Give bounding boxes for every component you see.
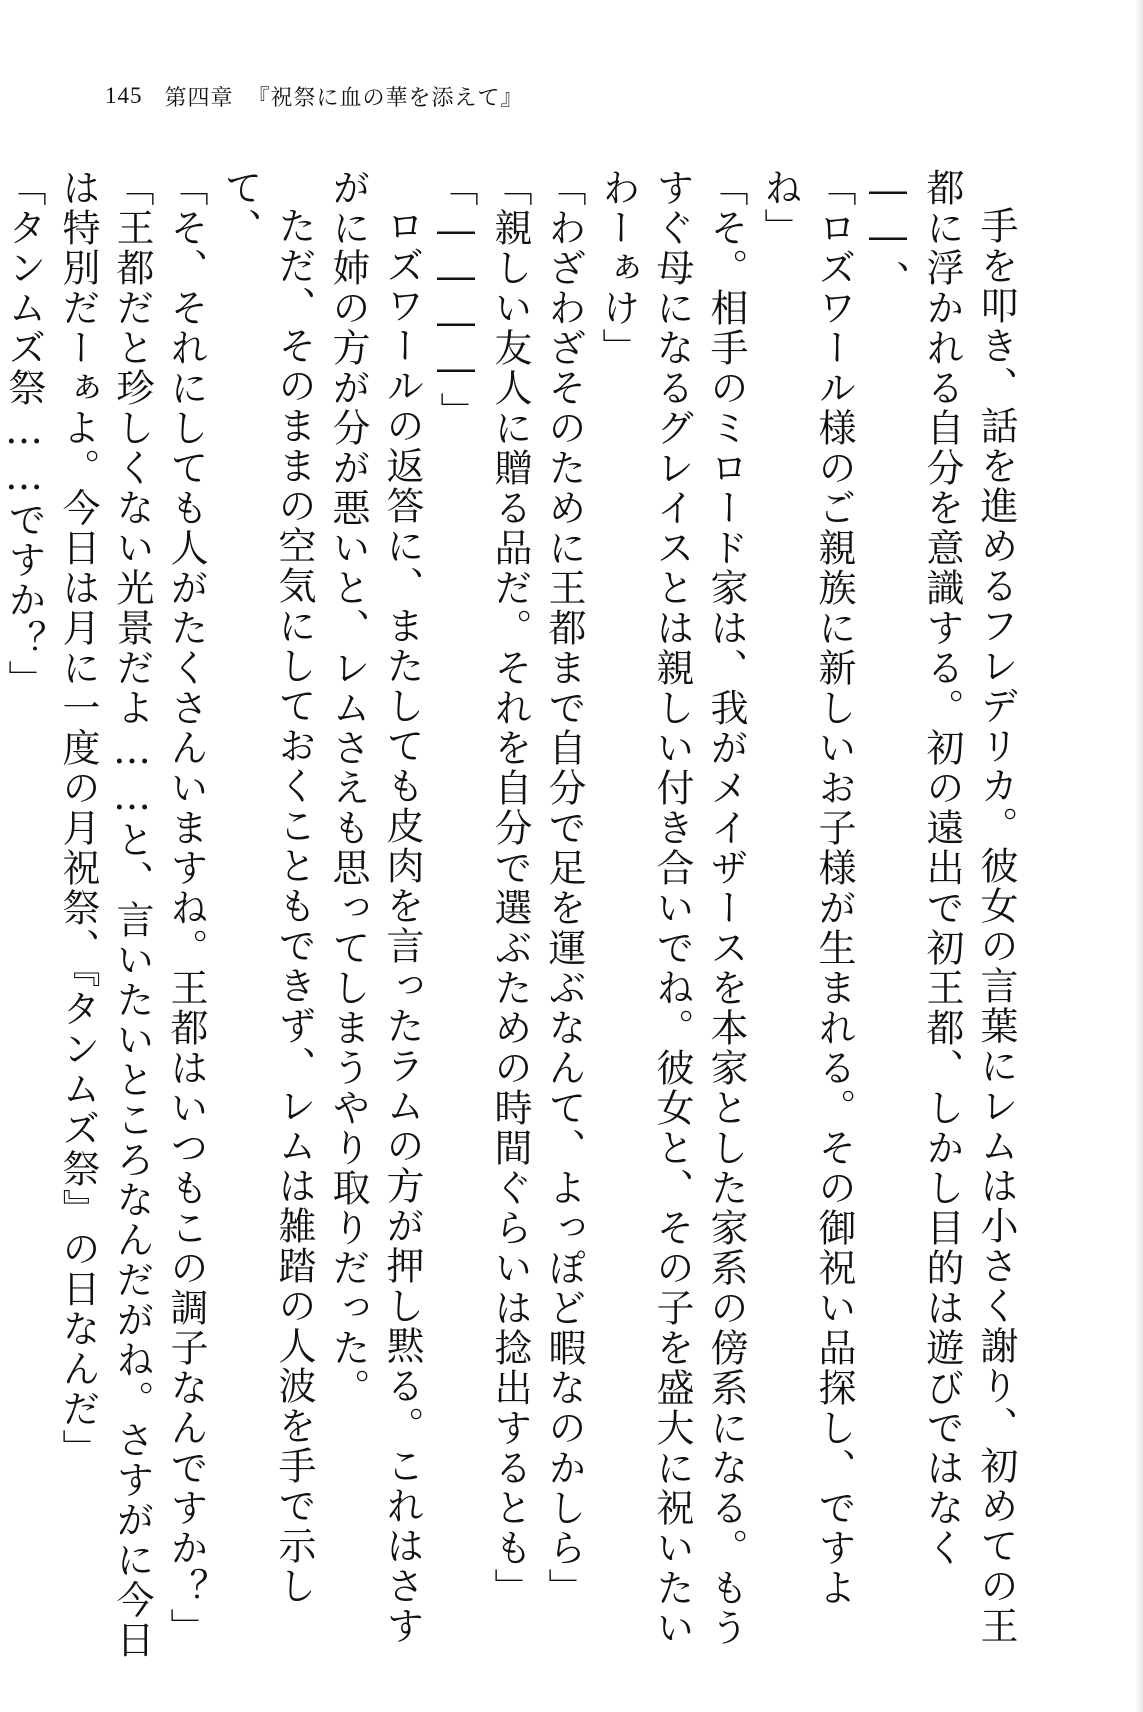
paragraph: 「タンムズ祭……ですか？」: [2, 168, 46, 700]
vertical-body-text: [2, 168, 1023, 1668]
chapter-label: 第四章: [164, 85, 234, 111]
page-edge-shadow: [1135, 0, 1143, 1712]
paragraph: 「――――」: [434, 168, 478, 432]
paragraph: 「わざわざそのために王都まで自分で足を運ぶなんて、よっぽど暇なのかしら」: [542, 168, 586, 1608]
paragraph: 手を叩き、話を進めるフレデリカ。彼女の言葉にレムは小さく謝り、初めての王都に浮かれる自分を意識する。初の遠出で初王都、しかし目的は遊びではなく――、: [866, 168, 1018, 1646]
paragraph: ロズワールの返答に、またしても皮肉を言ったラムの方が押し黙る。これはさすがに姉の方が分が悪いと、レムさえも思ってしまうやり取りだった。: [326, 168, 424, 1646]
paragraph: 「王都だと珍しくない光景だよ……と、言いたいところなんだがね。さすがに今日は特別だーぁよ。今日は月に一度の月祝祭、『タンムズ祭』の日なんだ」: [56, 168, 154, 1660]
paragraph: 「ロズワール様のご親族に新しいお子様が生まれる。その御祝い品探し、ですよね」: [758, 168, 856, 1608]
paragraph: 「そ、それにしても人がたくさんいますね。王都はいつもこの調子なんですか？」: [164, 168, 208, 1648]
paragraph: 「親しい友人に贈る品だ。それを自分で選ぶための時間ぐらいは捻出するとも」: [488, 168, 532, 1608]
paragraph: ただ、そのままの空気にしておくこともできず、レムは雑踏の人波を手で示して、: [218, 168, 316, 1606]
chapter-title: 『祝祭に血の華を添えて』: [247, 85, 524, 111]
paragraph: 「そ。相手のミロード家は、我がメイザースを本家とした家系の傍系になる。もうすぐ母になるグレイスとは親しい付き合いでね。彼女と、その子を盛大に祝いたいわーぁけ」: [596, 168, 748, 1648]
page-header: [105, 78, 524, 114]
page-number: 145: [105, 83, 143, 108]
